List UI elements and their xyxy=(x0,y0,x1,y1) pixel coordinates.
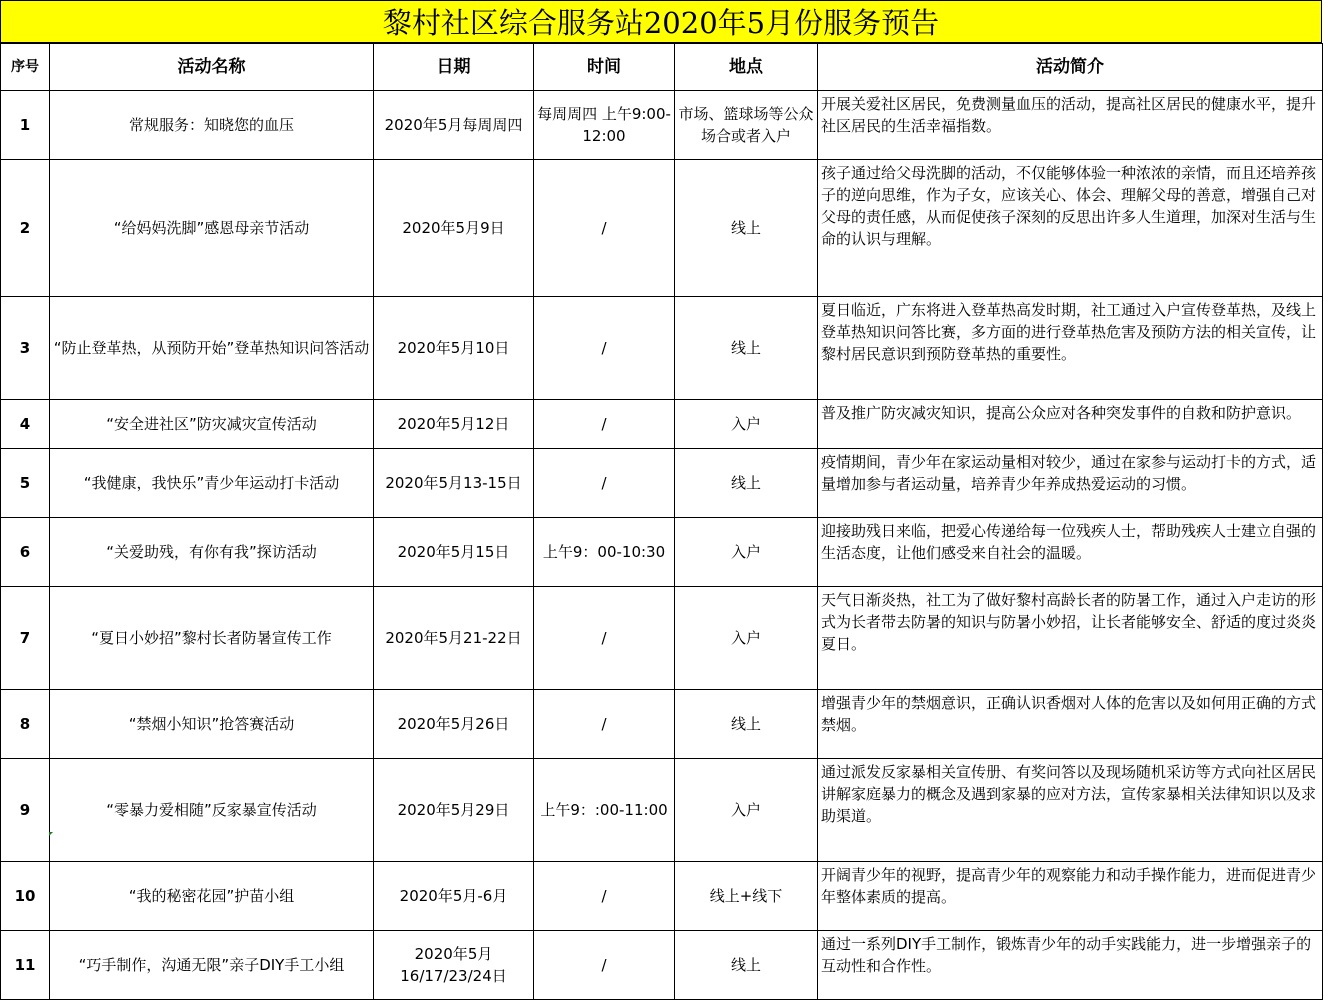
cell-intro[interactable]: 通过一系列DIY手工制作，锻炼青少年的动手实践能力，进一步增强亲子的互动性和合作性。 xyxy=(818,931,1323,1000)
table-row xyxy=(1,518,1323,587)
cell-date[interactable]: 2020年5月26日 xyxy=(374,690,534,759)
cell-time[interactable]: 上午9：00-10:30 xyxy=(534,518,675,587)
cell-name[interactable]: 常规服务：知晓您的血压 xyxy=(50,91,374,160)
table-row xyxy=(1,931,1323,1000)
cell-time[interactable]: / xyxy=(534,862,675,931)
cell-name[interactable]: “给妈妈洗脚”感恩母亲节活动 xyxy=(50,160,374,297)
cell-date[interactable]: 2020年5月9日 xyxy=(374,160,534,297)
header-date[interactable]: 日期 xyxy=(374,44,534,91)
cell-intro[interactable]: 增强青少年的禁烟意识，正确认识香烟对人体的危害以及如何用正确的方式禁烟。 xyxy=(818,690,1323,759)
header-intro[interactable]: 活动简介 xyxy=(818,44,1323,91)
table-row xyxy=(1,91,1323,160)
cell-date[interactable]: 2020年5月-6月 xyxy=(374,862,534,931)
cell-time[interactable]: / xyxy=(534,297,675,400)
cell-name[interactable]: “禁烟小知识”抢答赛活动 xyxy=(50,690,374,759)
cell-intro[interactable]: 迎接助残日来临，把爱心传递给每一位残疾人士，帮助残疾人士建立自强的生活态度，让他们感受来自社会的温暖。 xyxy=(818,518,1323,587)
cell-date[interactable]: 2020年5月13-15日 xyxy=(374,449,534,518)
cell-place[interactable]: 入户 xyxy=(675,587,818,690)
cell-time[interactable]: / xyxy=(534,931,675,1000)
cell-place[interactable]: 线上 xyxy=(675,690,818,759)
table-row xyxy=(1,449,1323,518)
cell-no[interactable]: 3 xyxy=(1,297,50,400)
cell-place[interactable]: 线上+线下 xyxy=(675,862,818,931)
cell-no[interactable]: 4 xyxy=(1,400,50,449)
comment-indicator-icon xyxy=(49,832,53,836)
header-place[interactable]: 地点 xyxy=(675,44,818,91)
cell-place[interactable]: 入户 xyxy=(675,759,818,862)
cell-intro[interactable]: 夏日临近，广东将进入登革热高发时期，社工通过入户宣传登革热，及线上登革热知识问答比赛，多方面的进行登革热危害及预防方法的相关宣传，让黎村居民意识到预防登革热的重要性。 xyxy=(818,297,1323,400)
table-row xyxy=(1,587,1323,690)
cell-no[interactable]: 10 xyxy=(1,862,50,931)
header-no[interactable]: 序号 xyxy=(1,44,50,91)
table-row xyxy=(1,400,1323,449)
cell-time[interactable]: / xyxy=(534,690,675,759)
cell-intro[interactable]: 孩子通过给父母洗脚的活动，不仅能够体验一种浓浓的亲情，而且还培养孩子的逆向思维，作为子女，应该关心、体会、理解父母的善意，增强自己对父母的责任感，从而促使孩子深刻的反思出许多人生道理，加深对生活与生命的认识与理解。 xyxy=(818,160,1323,297)
cell-time[interactable]: / xyxy=(534,449,675,518)
cell-date[interactable]: 2020年5月29日 xyxy=(374,759,534,862)
cell-name[interactable]: “安全进社区”防灾减灾宣传活动 xyxy=(50,400,374,449)
cell-no[interactable]: 6 xyxy=(1,518,50,587)
header-name[interactable]: 活动名称 xyxy=(50,44,374,91)
cell-no[interactable]: 5 xyxy=(1,449,50,518)
cell-date[interactable]: 2020年5月21-22日 xyxy=(374,587,534,690)
table-row xyxy=(1,297,1323,400)
cell-name[interactable]: “零暴力爱相随”反家暴宣传活动 xyxy=(50,759,374,862)
table-row xyxy=(1,690,1323,759)
cell-name[interactable]: “关爱助残，有你有我”探访活动 xyxy=(50,518,374,587)
cell-name[interactable]: “我的秘密花园”护苗小组 xyxy=(50,862,374,931)
header-row xyxy=(1,44,1323,91)
cell-no[interactable]: 2 xyxy=(1,160,50,297)
cell-place[interactable]: 入户 xyxy=(675,518,818,587)
cell-time[interactable]: 每周周四 上午9:00-12:00 xyxy=(534,91,675,160)
cell-place[interactable]: 线上 xyxy=(675,297,818,400)
cell-date[interactable]: 2020年5月16/17/23/24日 xyxy=(374,931,534,1000)
cell-no[interactable]: 9 xyxy=(1,759,50,862)
cell-place[interactable]: 市场、篮球场等公众场合或者入户 xyxy=(675,91,818,160)
header-time[interactable]: 时间 xyxy=(534,44,675,91)
cell-intro[interactable]: 通过派发反家暴相关宣传册、有奖问答以及现场随机采访等方式向社区居民讲解家庭暴力的概念及遇到家暴的应对方法，宣传家暴相关法律知识以及求助渠道。 xyxy=(818,759,1323,862)
cell-name[interactable]: “防止登革热，从预防开始”登革热知识问答活动 xyxy=(50,297,374,400)
cell-intro[interactable]: 普及推广防灾减灾知识，提高公众应对各种突发事件的自救和防护意识。 xyxy=(818,400,1323,449)
cell-intro[interactable]: 开阔青少年的视野，提高青少年的观察能力和动手操作能力，进而促进青少年整体素质的提高。 xyxy=(818,862,1323,931)
service-schedule-table xyxy=(0,43,1323,1000)
cell-intro[interactable]: 开展关爱社区居民，免费测量血压的活动，提高社区居民的健康水平，提升社区居民的生活幸福指数。 xyxy=(818,91,1323,160)
cell-intro[interactable]: 天气日渐炎热，社工为了做好黎村高龄长者的防暑工作，通过入户走访的形式为长者带去防暑的知识与防暑小妙招，让长者能够安全、舒适的度过炎炎夏日。 xyxy=(818,587,1323,690)
cell-place[interactable]: 入户 xyxy=(675,400,818,449)
cell-no[interactable]: 8 xyxy=(1,690,50,759)
cell-date[interactable]: 2020年5月10日 xyxy=(374,297,534,400)
cell-place[interactable]: 线上 xyxy=(675,449,818,518)
table-row xyxy=(1,862,1323,931)
cell-place[interactable]: 线上 xyxy=(675,160,818,297)
cell-name[interactable]: “我健康，我快乐”青少年运动打卡活动 xyxy=(50,449,374,518)
cell-date[interactable]: 2020年5月15日 xyxy=(374,518,534,587)
cell-date[interactable]: 2020年5月每周周四 xyxy=(374,91,534,160)
table-row xyxy=(1,160,1323,297)
cell-name[interactable]: “巧手制作，沟通无限”亲子DIY手工小组 xyxy=(50,931,374,1000)
cell-time[interactable]: 上午9：:00-11:00 xyxy=(534,759,675,862)
cell-no[interactable]: 7 xyxy=(1,587,50,690)
cell-place[interactable]: 线上 xyxy=(675,931,818,1000)
cell-time[interactable]: / xyxy=(534,160,675,297)
cell-date[interactable]: 2020年5月12日 xyxy=(374,400,534,449)
cell-no[interactable]: 1 xyxy=(1,91,50,160)
cell-name[interactable]: “夏日小妙招”黎村长者防暑宣传工作 xyxy=(50,587,374,690)
table-row xyxy=(1,759,1323,862)
sheet-title[interactable]: 黎村社区综合服务站2020年5月份服务预告 xyxy=(0,0,1322,43)
cell-no[interactable]: 11 xyxy=(1,931,50,1000)
cell-time[interactable]: / xyxy=(534,587,675,690)
cell-intro[interactable]: 疫情期间，青少年在家运动量相对较少，通过在家参与运动打卡的方式，适量增加参与者运动量，培养青少年养成热爱运动的习惯。 xyxy=(818,449,1323,518)
cell-time[interactable]: / xyxy=(534,400,675,449)
